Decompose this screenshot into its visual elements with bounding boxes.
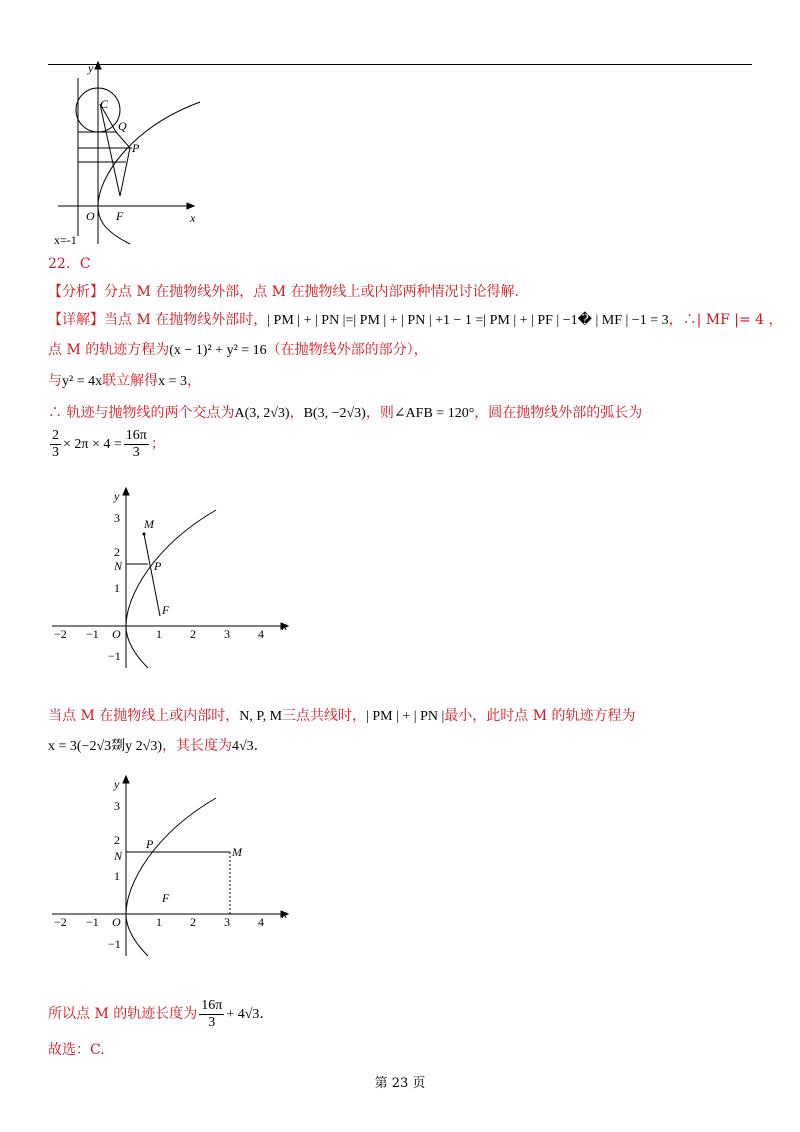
fig2-label-x: x [282, 619, 288, 633]
figure-2-svg [44, 482, 304, 672]
case2-line-1 [48, 706, 636, 727]
total-frac-den: 3 [208, 1014, 216, 1030]
fig3-xtick-3: 3 [224, 915, 230, 929]
fig2-xtick-m1: −1 [86, 627, 99, 641]
case2-length: 4√3 [231, 739, 254, 754]
detail-line-1 [48, 310, 783, 331]
fig3-label-y: y [114, 777, 120, 791]
page-footer [0, 1072, 800, 1091]
figure-1 [50, 58, 210, 248]
analysis-tag: 【分析】 [48, 284, 104, 300]
total-frac-num: 16π [201, 997, 223, 1013]
fig2-xtick-3: 3 [224, 627, 230, 641]
arc-text: ，圆在抛物线外部的弧长为 [474, 405, 643, 421]
fig3-ytick-m1: −1 [108, 937, 121, 951]
fig2-ytick-3: 3 [114, 511, 120, 525]
detail-conclusion: ，∴| MF |= 4 ， [668, 312, 783, 328]
joint-formula: y² = 4x [62, 374, 103, 389]
total-lead: 所以点 M 的轨迹长度为 [48, 1006, 198, 1022]
case2-length-lead: ，其长度为 [161, 738, 232, 754]
locus-lead: 点 M 的轨迹方程为 [48, 342, 170, 358]
fig2-y-arrow [123, 488, 129, 495]
fig3-ytick-3: 3 [114, 799, 120, 813]
locus-formula: (x − 1)² + y² = 16 [169, 343, 267, 358]
fig3-parabola [126, 798, 216, 956]
arc-frac-den: 3 [52, 444, 59, 460]
choice-line [48, 1040, 105, 1060]
analysis-line [48, 282, 519, 302]
angle-lead: ，则 [365, 405, 394, 421]
fig2-ytick-2: 2 [114, 545, 120, 559]
fig2-seg-mf [144, 534, 160, 616]
fig1-label-p: P [132, 141, 140, 155]
fig1-label-q: Q [118, 119, 127, 133]
joint-lead: 与 [48, 373, 62, 389]
total-tail: + 4√3 [226, 1007, 260, 1022]
fig2-point-m [143, 533, 146, 536]
detail-line-2 [48, 340, 428, 361]
fig2-xtick-2: 2 [190, 627, 196, 641]
case2-locus: x = 3(−2√3剟y 2√3) [48, 739, 162, 754]
fig3-ytick-2: 2 [114, 833, 120, 847]
joint-result: x = 3 [158, 374, 187, 389]
fig1-x-arrow [187, 203, 194, 209]
fig1-label-x: x [190, 211, 196, 225]
fig3-xtick-m1: −1 [86, 915, 99, 929]
fig3-xtick-2: 2 [190, 915, 196, 929]
page-number: 第 23 页 [374, 1076, 426, 1091]
choice-text: 故选：C. [48, 1042, 105, 1058]
joint-end: ， [187, 373, 201, 389]
fig3-y-arrow [123, 776, 129, 783]
fig3-label-o: O [112, 915, 121, 929]
fig3-label-x: x [282, 907, 288, 921]
fig1-y-arrow [95, 62, 101, 69]
arc-res-den: 3 [132, 444, 140, 460]
fig2-label-f: F [162, 603, 170, 617]
fig1-seg-qp [116, 132, 130, 148]
fig2-label-n: N [114, 559, 123, 573]
detail-formula: | PM | + | PN |=| PM | + | PN | +1 − 1 =| PM | + | PF | −1� | MF | −1 = 3 [267, 313, 669, 328]
figure-2 [44, 482, 304, 672]
detail-line-5 [48, 426, 165, 463]
joint-mid: 联立解得 [102, 373, 159, 389]
case2-tail: 最小，此时点 M 的轨迹方程为 [444, 708, 636, 724]
fig3-xtick-1: 1 [156, 915, 162, 929]
figure-3 [44, 770, 304, 960]
fig2-parabola [126, 510, 216, 668]
arc-mid: × 2π × 4 = [63, 437, 122, 452]
arc-fraction [50, 428, 61, 461]
detail-line-4 [48, 403, 642, 424]
point-b: B(3, −2√3) [303, 406, 366, 421]
fig3-xtick-4: 4 [258, 915, 264, 929]
total-fraction [199, 998, 224, 1031]
fig3-label-m: M [232, 845, 242, 859]
total-end: . [259, 1006, 264, 1022]
fig2-label-m: M [144, 517, 154, 531]
fig1-label-o: O [86, 209, 95, 223]
case2-points: N, P, M [239, 709, 283, 724]
detail-lead: 当点 M 在抛物线外部时， [104, 312, 268, 328]
fig2-label-y: y [114, 489, 120, 503]
fig3-label-n: N [114, 849, 123, 863]
arc-res-num: 16π [125, 427, 147, 443]
fig2-label-o: O [112, 627, 121, 641]
case2-line-2 [48, 736, 258, 757]
fig1-label-directrix: x=-1 [54, 233, 77, 247]
fig1-parabola [98, 102, 200, 244]
fig2-label-p: P [154, 559, 162, 573]
arc-result-fraction [124, 428, 149, 461]
fig3-label-p: P [146, 837, 154, 851]
arc-frac-num: 2 [52, 427, 59, 443]
point-a: A(3, 2√3) [234, 406, 290, 421]
fig1-label-f: F [116, 209, 124, 223]
figure-3-svg [44, 770, 304, 960]
fig2-ytick-m1: −1 [108, 649, 121, 663]
detail-tag: 【详解】 [48, 312, 104, 328]
answer-number [48, 254, 91, 274]
fig3-ytick-1: 1 [114, 869, 120, 883]
fig1-label-c: C [100, 97, 109, 111]
case2-end: . [253, 738, 259, 754]
angle-value: ∠AFB = 120° [393, 406, 475, 421]
fig1-seg-cf [100, 104, 120, 196]
locus-note: （在抛物线外部的部分）， [266, 342, 428, 358]
fig2-xtick-4: 4 [258, 627, 264, 641]
therefore-text: ∴ 轨迹与抛物线的两个交点为 [48, 405, 235, 421]
fig2-xtick-1: 1 [156, 627, 162, 641]
fig3-xtick-m2: −2 [54, 915, 67, 929]
fig3-label-f: F [162, 891, 170, 905]
case2-sum: | PM | + | PN | [366, 709, 445, 724]
detail-line-3 [48, 371, 201, 392]
fig2-ytick-1: 1 [114, 581, 120, 595]
case2-mid: 三点共线时， [282, 708, 367, 724]
arc-end: ； [150, 436, 165, 452]
total-line [48, 996, 264, 1033]
fig2-xtick-m2: −2 [54, 627, 67, 641]
answer-number-text: 22．C [48, 256, 91, 272]
case2-lead: 当点 M 在抛物线上或内部时， [48, 708, 240, 724]
fig1-label-y: y [88, 61, 94, 75]
figure-1-svg [50, 58, 210, 248]
point-sep: ， [289, 405, 304, 421]
analysis-text: 分点 M 在抛物线外部，点 M 在抛物线上或内部两种情况讨论得解. [104, 284, 519, 300]
